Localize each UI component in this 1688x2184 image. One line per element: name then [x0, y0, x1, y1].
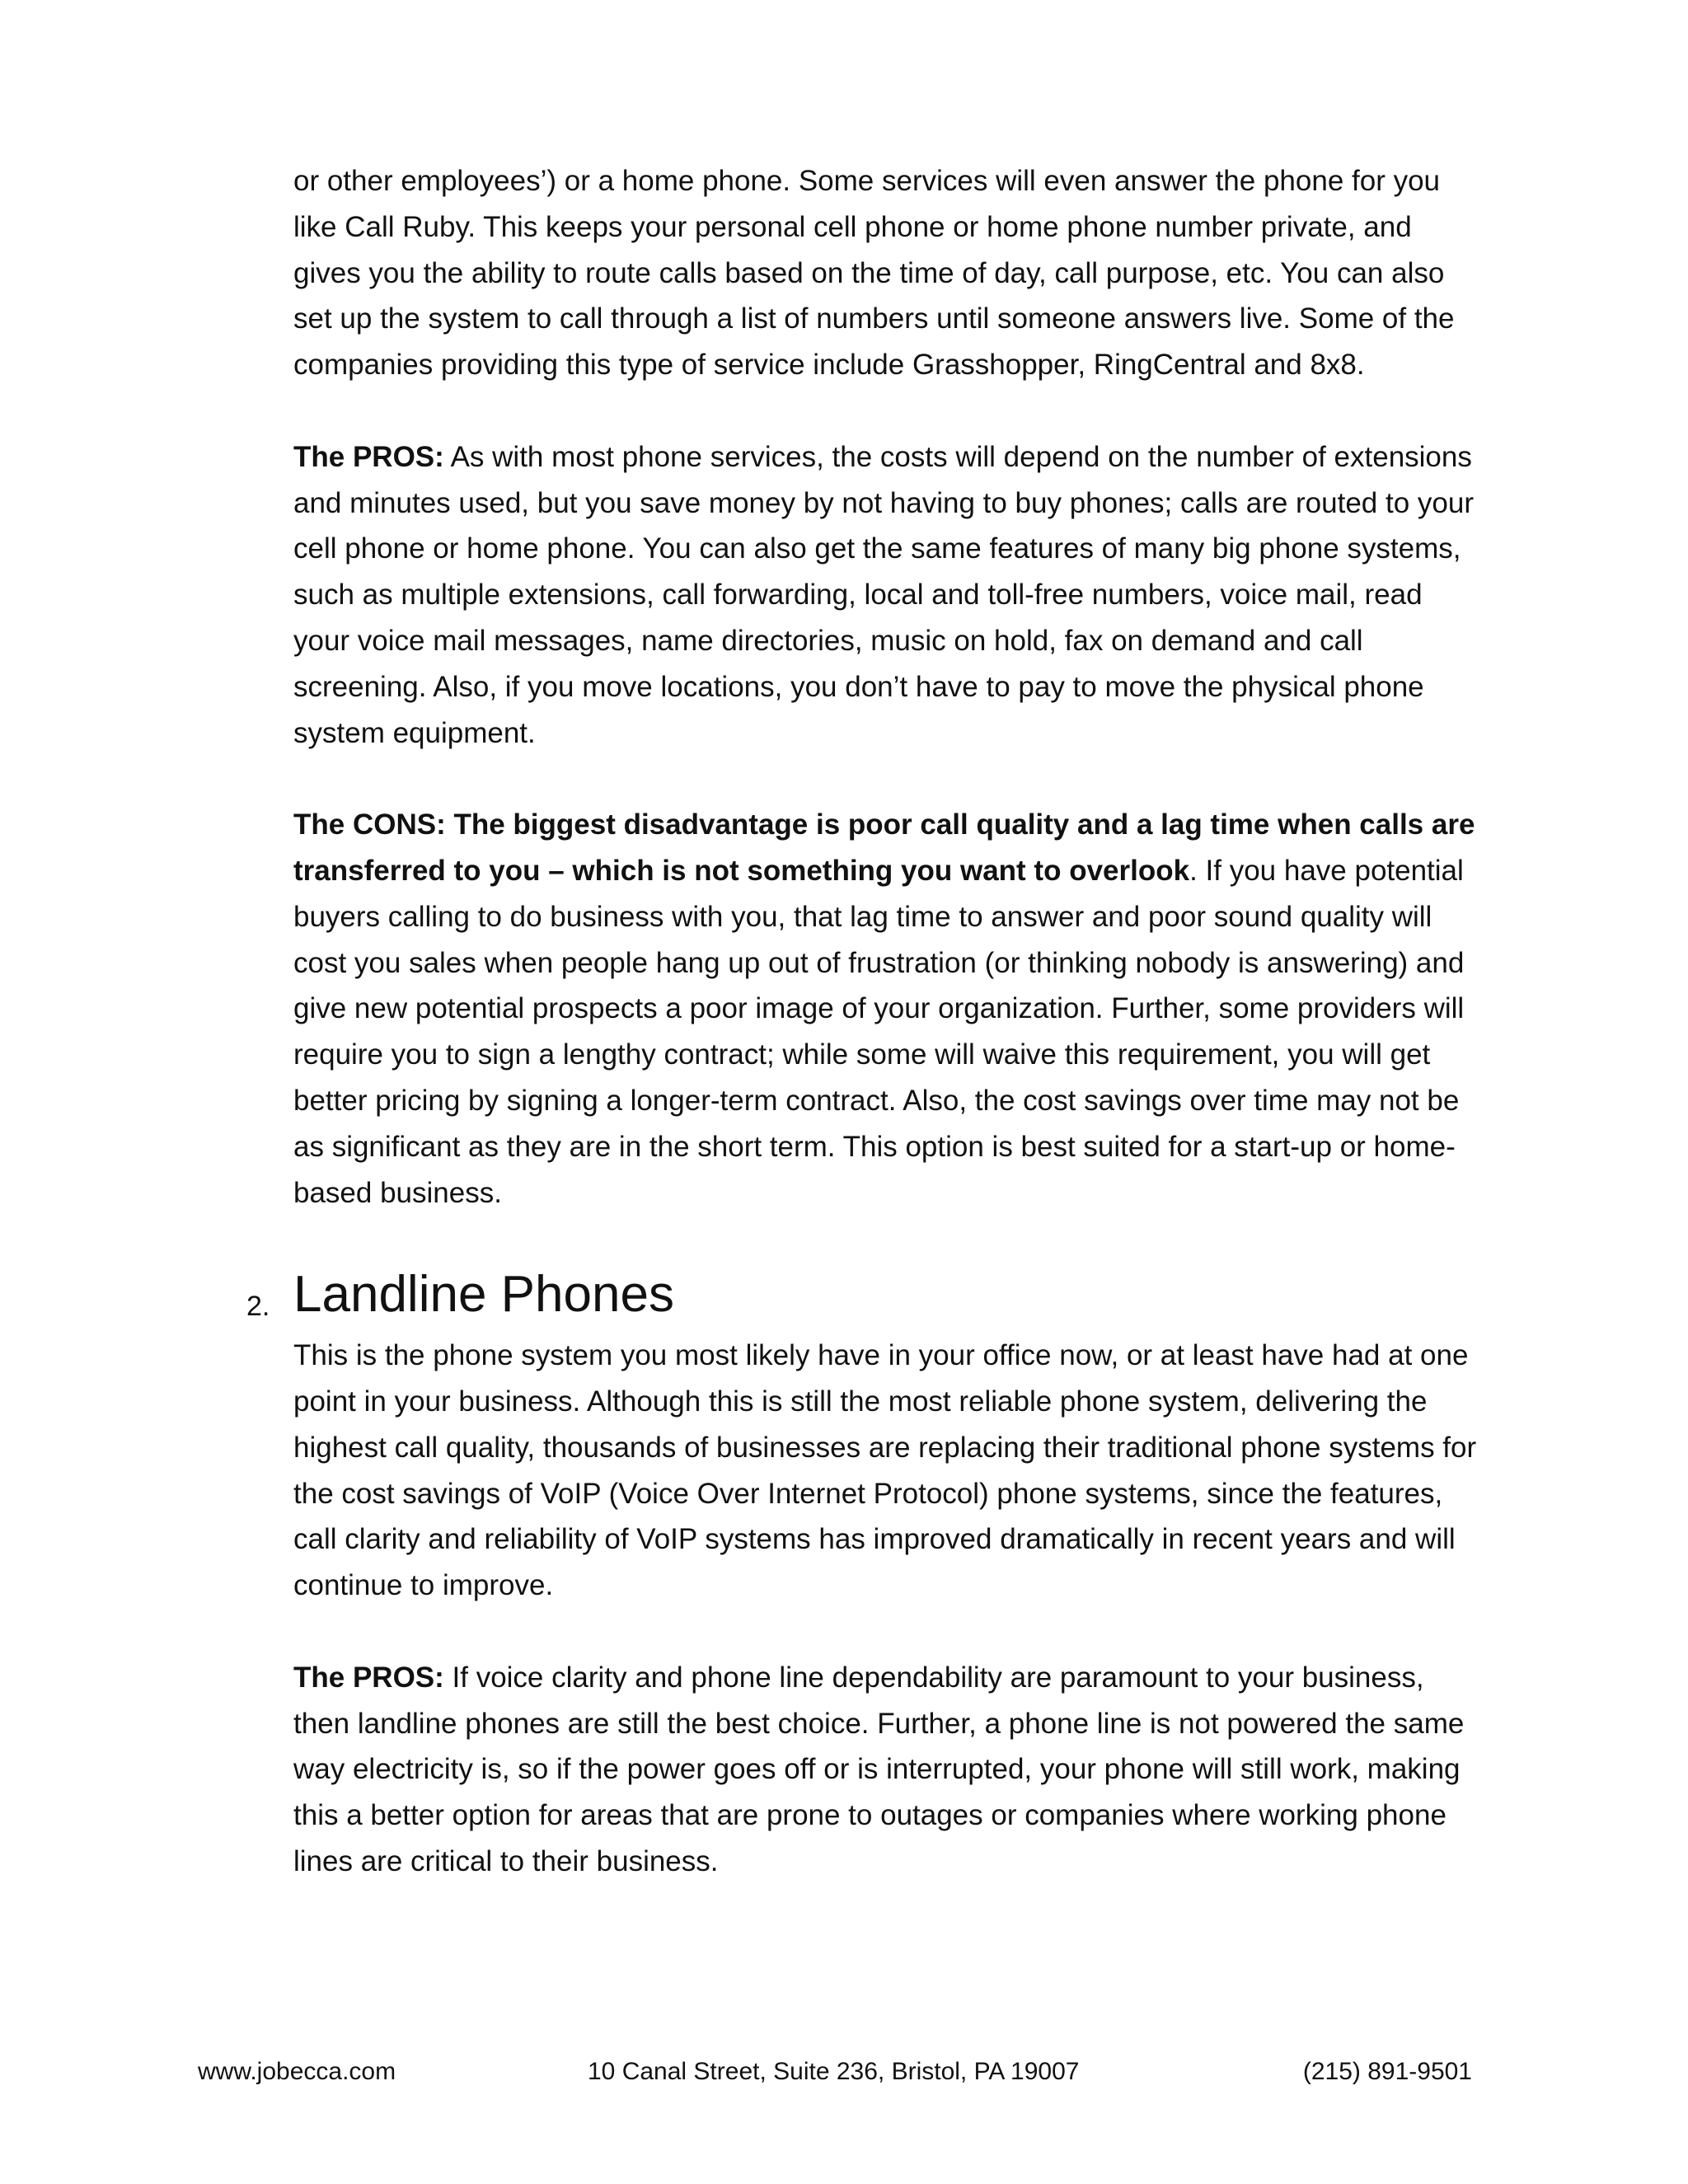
section1-cons-paragraph — [293, 802, 1480, 1216]
page-content — [246, 158, 1480, 1930]
section2-intro-paragraph: This is the phone system you most likely have in your office now, or at least have had at one point in your business. Although this is still the most reliable phone system, delivering the highest call quality, thousands of businesses are replacing their traditional phone systems for the cost savings of VoIP (Voice Over Internet Protocol) phone systems, since the features, call clarity and reliability of VoIP systems has improved dramatically in recent years and will continue to improve. — [293, 1339, 1477, 1602]
section2-pros-paragraph — [293, 1655, 1480, 1885]
footer-website: www.jobecca.com — [198, 2058, 396, 2085]
section2-title: Landline Phones — [293, 1266, 674, 1324]
footer-address: 10 Canal Street, Suite 236, Bristol, PA 19007 — [588, 2058, 1080, 2085]
section1-pros-paragraph — [293, 434, 1480, 757]
section2-number: 2. — [246, 1291, 270, 1323]
page-footer — [0, 2054, 1688, 2090]
section1-intro-paragraph: or other employees’) or a home phone. Some services will even answer the phone for you like Call Ruby. This keeps your personal cell phone or home phone number private, and gives you the ability to route calls based on the time of day, call purpose, etc. You can also set up the system to call through a list of numbers until someone answers live. Some of the companies providing this type of service include Grasshopper, RingCentral and 8x8. — [293, 165, 1455, 382]
pros-label: The PROS: — [293, 1661, 444, 1694]
footer-phone: (215) 891-9501 — [1302, 2058, 1472, 2085]
pros-label: The PROS: — [293, 440, 444, 473]
cons-bold-text: The CONS: The biggest disadvantage is poor call quality and a lag time when calls are transferred to you – which is not something you want to overlook — [293, 808, 1475, 887]
pros-text: If voice clarity and phone line dependability are paramount to your business, then landline phones are still the best choice. Further, a phone line is not powered the same way electricity is, so if the power goes off or is interrupted, your phone will still work, making this a better option for areas that are prone to outages or companies where working phone lines are critical to their business. — [293, 1661, 1465, 1877]
cons-text: . If you have potential buyers calling to do business with you, that lag time to answer and poor sound quality will cost you sales when people hang up out of frustration (or thinking nobody is answering) and give new potential prospects a poor image of your organization. Further, some providers will require you to sign a lengthy contract; while some will waive this requirement, you will get better pricing by signing a longer-term contract. Also, the cost savings over time may not be as significant as they are in the short term. This option is best suited for a start-up or home-based business. — [293, 854, 1465, 1209]
section2-heading — [246, 1262, 1480, 1333]
pros-text: As with most phone services, the costs will depend on the number of extensions and minutes used, but you save money by not having to buy phones; calls are routed to your cell phone or home phone. You can also get the same features of many big phone systems, such as multiple extensions, call forwarding, local and toll-free numbers, voice mail, read your voice mail messages, name directories, music on hold, fax on demand and call screening. Also, if you move locations, you don’t have to pay to move the physical phone system equipment. — [293, 440, 1474, 749]
